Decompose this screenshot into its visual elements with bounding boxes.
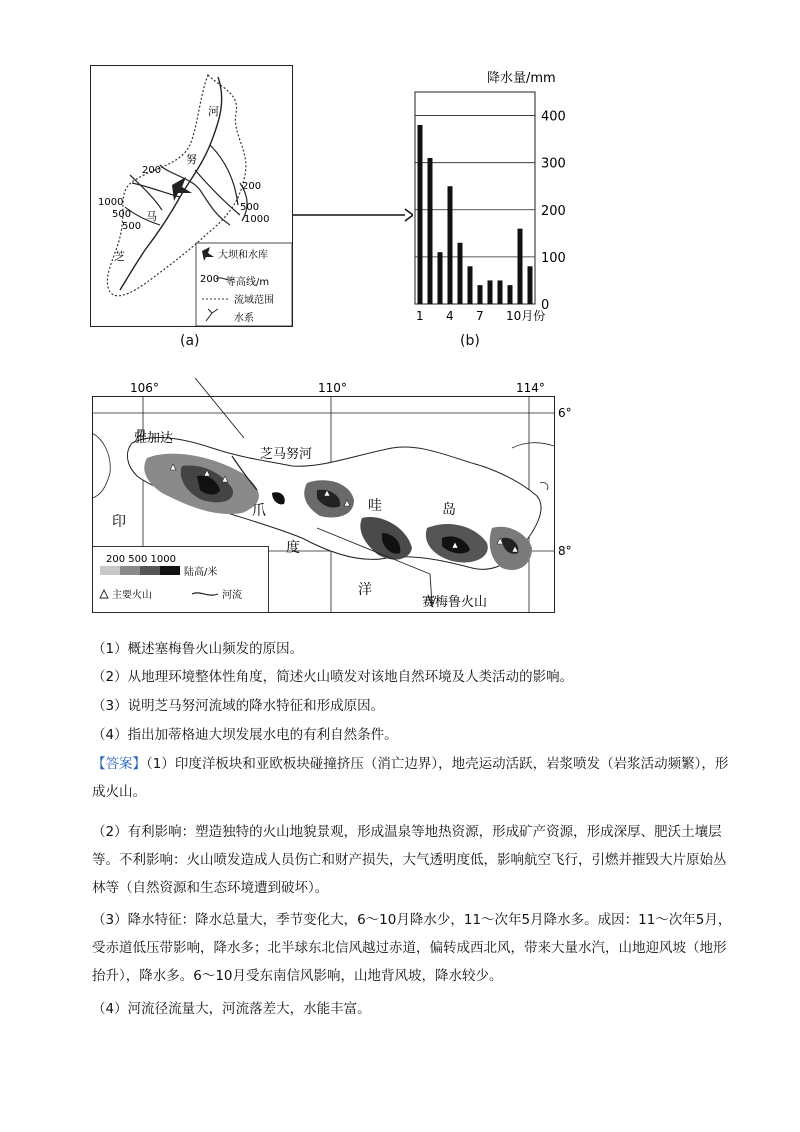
longitude-label: 106° — [130, 381, 159, 395]
contour-label: 200 — [242, 181, 262, 192]
legend-dam-label: 大坝和水库 — [218, 250, 268, 261]
precip-bar — [478, 285, 483, 304]
precip-bar — [488, 280, 493, 304]
place-label: 雅加达 — [134, 431, 174, 446]
legend-basin-label: 流域范围 — [234, 295, 274, 306]
x-tick-label: 4 — [446, 309, 454, 323]
answer-4: （4）河流径流量大，河流落差大，水能丰富。 — [92, 1001, 371, 1017]
y-tick-label: 300 — [541, 156, 566, 172]
map-label: 马 — [146, 210, 157, 223]
contour-label: 1000 — [244, 214, 270, 225]
plot-frame — [415, 92, 535, 304]
answer-2: （2）有利影响：塑造独特的火山地貌景观，形成温泉等地热资源，形成矿产资源，形成深厚、肥沃土壤层等。不利影响：火山喷发造成人员伤亡和财产损失，大气透明度低，影响航空飞行，引燃并摧毁大片原始丛林等（自然资源和生态环境遭到破坏）。 — [92, 824, 727, 896]
precip-bar — [458, 243, 463, 304]
legend-elev-label: 陆高/米 — [184, 567, 218, 578]
contour-label: 500 — [122, 221, 142, 232]
ocean-label: 度 — [286, 540, 300, 556]
x-tick-label: 7 — [476, 309, 484, 323]
y-tick-label: 200 — [541, 203, 566, 219]
question-4: （4）指出加蒂格迪大坝发展水电的有利自然条件。 — [92, 727, 398, 743]
contour-label: 1000 — [98, 197, 124, 208]
latitude-label: 6° — [558, 406, 572, 420]
map-label: 芝 — [114, 250, 125, 263]
ocean-label: 印 — [112, 514, 126, 530]
longitude-label: 110° — [318, 381, 347, 395]
precip-bar — [448, 186, 453, 304]
answer-tag: 【答案】 — [92, 756, 146, 772]
volcano-name: 赛梅鲁火山 — [422, 595, 488, 610]
longitude-label: 114° — [516, 381, 545, 395]
map-label: 河 — [208, 105, 219, 118]
precip-bar — [468, 266, 473, 304]
figure-a-basin-map — [90, 65, 293, 327]
figure-b-caption: (b) — [460, 333, 480, 349]
y-tick-label: 100 — [541, 250, 566, 266]
precip-bar — [528, 266, 533, 304]
x-tick-label: 1 — [416, 309, 424, 323]
place-label: 芝马努河 — [260, 447, 313, 462]
legend-volcano-label: 主要火山 — [112, 590, 152, 601]
island-label: 爪 — [252, 503, 266, 519]
legend-river-label: 水系 — [234, 313, 254, 324]
y-axis-unit: 降水量/mm — [487, 71, 556, 86]
question-2: （2）从地理环境整体性角度，简述火山喷发对该地自然环境及人类活动的影响。 — [92, 669, 574, 685]
y-tick-label: 400 — [541, 109, 566, 125]
legend-contour-label: 等高线/m — [226, 277, 270, 288]
question-3: （3）说明芝马努河流域的降水特征和形成原因。 — [92, 698, 385, 714]
map-label: 努 — [186, 153, 197, 166]
answer-1 — [92, 750, 738, 806]
precip-bar — [438, 252, 443, 304]
precip-bar — [498, 280, 503, 304]
precip-bar — [418, 125, 423, 304]
answer-3: （3）降水特征：降水总量大，季节变化大，6～10月降水少，11～次年5月降水多。成因：11～次年5月，受赤道低压带影响，降水多；北半球东北信风越过赤道，偏转成西北风，带来大量水汽，山地迎风坡（地形抬升），降水多。6～10月受东南信风影响，山地背风坡，降水较少。 — [92, 912, 732, 984]
question-1: （1）概述塞梅鲁火山频发的原因。 — [92, 641, 304, 657]
legend-contour-value: 200 — [200, 274, 220, 285]
answer-1-text: （1）印度洋板块和亚欧板块碰撞挤压（消亡边界），地壳运动活跃，岩浆喷发（岩浆活动频繁），形成火山。 — [92, 756, 729, 800]
legend-elev-ticks: 200 500 1000 — [106, 554, 176, 565]
island-label: 哇 — [368, 498, 382, 514]
precip-bar — [428, 158, 433, 304]
java-map — [92, 378, 572, 613]
contour-label: 500 — [240, 202, 260, 213]
island-label: 岛 — [442, 502, 456, 518]
latitude-label: 8° — [558, 544, 572, 558]
y-tick-label: 0 — [541, 298, 550, 313]
legend-river-label: 河流 — [222, 590, 242, 601]
ocean-label: 洋 — [358, 582, 372, 598]
precip-bar — [518, 229, 523, 304]
figure-a-caption: (a) — [180, 333, 200, 349]
precip-bar — [508, 285, 513, 304]
contour-label: 500 — [112, 209, 132, 220]
contour-label: 200 — [142, 165, 162, 176]
x-tick-label: 10月份 — [506, 309, 546, 323]
precipitation-chart — [395, 68, 580, 328]
